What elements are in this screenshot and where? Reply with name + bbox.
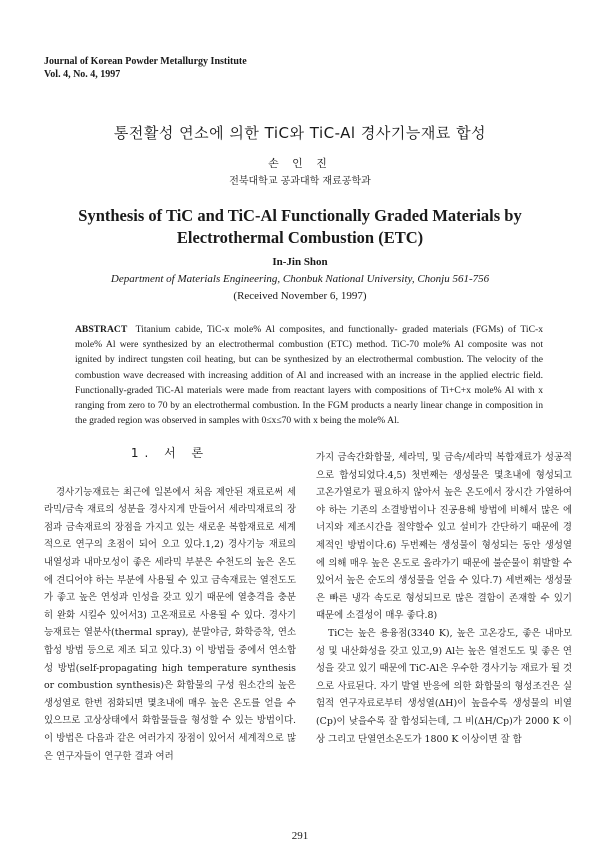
body-paragraph-3: TiC는 높은 용융점(3340 K), 높은 고온강도, 좋은 내마모성 및 내산화성을 갖고 있고,9) Al는 높은 열전도도 및 좋은 연성을 갖고 있기 때문에 TiC-Al은 우수한 경사기능 재료가 될 것으로 사료된다. 자기 발열 반응에 의한 화합물의 형성조건은 실험적 연구자료로부터 생성열(ΔH)이 높을수록 생성물의 비열(Cp)이 낮을수록 잘 합성되는데, 그 비(ΔH/Cp)가 2000 K 이상 그리고 단열연소온도가 1800 K 이상이면 잘 합 <box>316 627 572 745</box>
english-author: In-Jin Shon <box>272 256 328 268</box>
page-number: 291 <box>291 830 309 842</box>
received-date: (Received November 6, 1997) <box>233 290 367 302</box>
abstract-label: ABSTRACT <box>75 324 128 335</box>
section-heading: 1. 서 론 <box>130 446 210 460</box>
left-column <box>44 445 296 765</box>
korean-author: 손 인 진 <box>268 157 332 170</box>
abstract-text: Titanium cabide, TiC-x mole% Al composites, and functionally- graded materials (FGMs) of TiC-x mole% Al were synthesized by an electrothermal combustion (ETC) method. TiC-70 mole% Al composite was not ignited by indirect tungsten coil heating, but can be synthesized by an electrothermal combustion. The velocity of the combustion wave decreased with increasing addition of Al and increased with an increase in the applied electric field. Functionally-graded TiC-Al materials were made from reactant layers with compositions of Ti+C+x mole% Al with x ranging from zero to 70 by an electrothermal combustion. In the FGM products a nearly linear change in composition in the graded region was observed in samples with 0≤x≤70 with x being the mole% Al. <box>75 324 543 427</box>
right-column <box>316 449 572 748</box>
body-paragraph-2: 가지 금속간화합물, 세라믹, 및 금속/세라믹 복합재료가 성공적으로 합성되었다.4,5) 첫번째는 생성물은 몇초내에 형성되고 고온가열로가 필요하지 않아서 높은 온도에서 장시간 가열하여야 하는 기존의 소결방법이나 진공용해 방법에 비해서 많은 에너지와 제조시간을 절약할수 있고 설비가 간단하기 때문에 경제적인 방법이다.6) 두번째는 생성물이 형성되는 동안 생성열에 의해 매우 높은 온도로 올라가기 때문에 불순물이 휘발할 수 있어서 높은 순도의 생성물을 얻을 수 있다.7) 세번째는 생성물은 빠른 냉각 속도로 형성되므로 많은 결함이 존재할 수 있기 때문에 소결성이 매우 좋다.8) <box>316 452 572 622</box>
korean-affiliation: 전북대학교 공과대학 재료공학과 <box>229 176 371 187</box>
journal-name: Journal of Korean Powder Metallurgy Institute <box>44 56 247 67</box>
korean-title: 통전활성 연소에 의한 TiC와 TiC-Al 경사기능재료 합성 <box>113 124 487 142</box>
journal-volume: Vol. 4, No. 4, 1997 <box>44 69 121 80</box>
english-affiliation: Department of Materials Engineering, Chonbuk National University, Chonju 561-756 <box>110 273 490 285</box>
english-title-line2: Electrothermal Combustion (ETC) <box>176 228 424 247</box>
body-paragraph-1: 경사기능재료는 최근에 일본에서 처음 제안된 재료로써 세라믹/금속 재료의 성분을 경사지게 만들어서 세라믹재료의 장점과 금속재료의 장점을 가지고 있는 새로운 복합재료로 세계적으로 연구의 초점이 되어 오고 있다.1,2) 경사기능 재료의 내열성과 내마모성이 좋은 세라믹 부분은 수천도의 높은 온도에 견디어야 하는 부분에 사용될 수 있고 금속재료는 열전도도가 좋고 높은 연성과 인성을 갖고 있기 때문에 열충격을 충분히 완화 시킬수 있어서3) 고온재료로 사용될 수 있다. 경사기능재료는 열분사(thermal spray), 분말야금, 화학증착, 연소합성 방법 등으로 제조 되고 있다.3) 이 방법들 중에서 연소합성 방법(self-propagating high temperature synthesis or combustion synthesis)은 화합물의 구성 원소간의 높은 생성열로 한번 점화되면 몇초내에 매우 높은 온도를 얻을 수 있으므로 고상상태에서 화합물들을 형성할 수 있는 방법이다. 이 방법은 다음과 같은 여러가지 장점이 있어서 세계적으로 많은 연구자들이 연구한 결과 여러 <box>44 486 296 762</box>
english-title-line1: Synthesis of TiC and TiC-Al Functionally Graded Materials by <box>78 206 522 225</box>
abstract <box>75 322 543 428</box>
journal-header <box>44 55 247 81</box>
english-title <box>0 205 600 249</box>
